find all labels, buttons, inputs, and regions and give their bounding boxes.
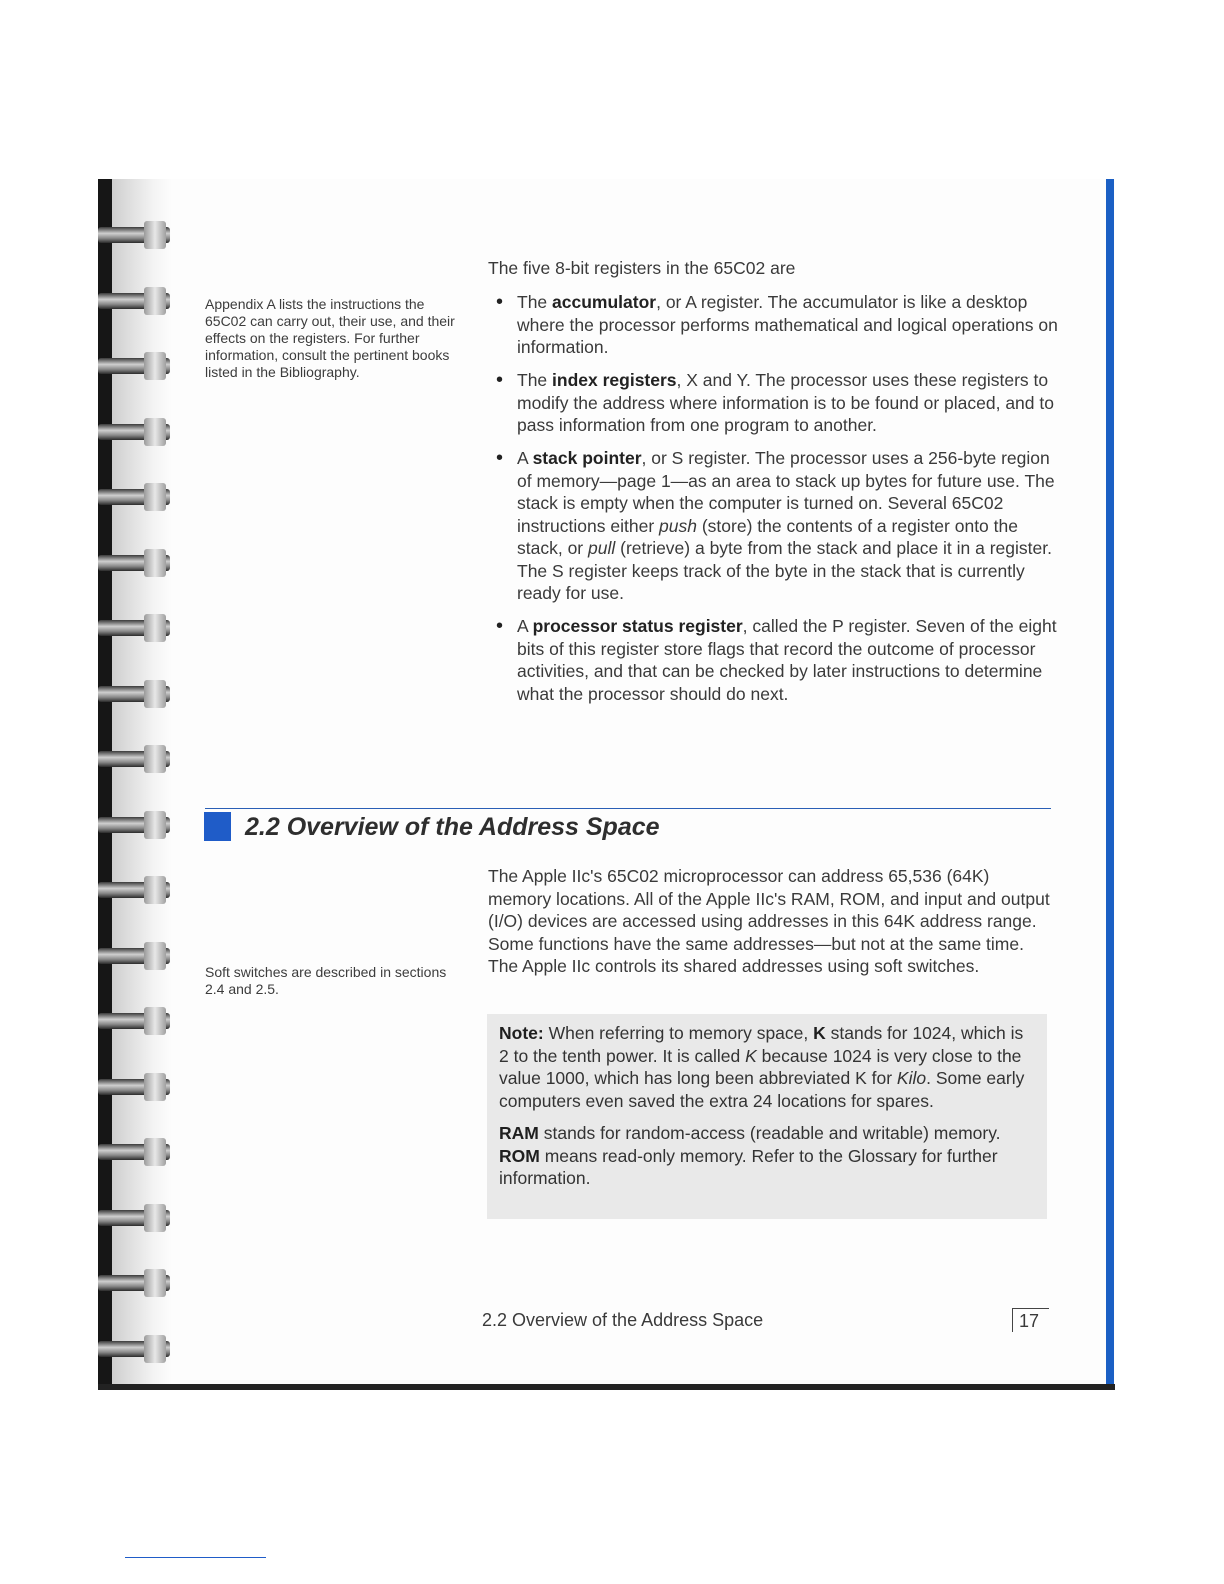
binding-ring <box>98 1079 170 1095</box>
binding-ring <box>98 555 170 571</box>
binding-ring <box>98 358 170 374</box>
binding-ring <box>98 1275 170 1291</box>
soft-switch-margin-note: Soft switches are described in sections 2.4 and 2.5. <box>205 964 447 997</box>
list-item: • A processor status register, called the P register. Seven of the eight bits of this register store flags that record the outcome of processor activities, and that can be checked by later instructions to determine what the processor should do next. <box>496 615 1061 705</box>
bottom-link-underline <box>125 1557 266 1558</box>
note-box <box>487 1014 1047 1219</box>
binding-ring <box>98 948 170 964</box>
ram-rom-paragraph: RAM stands for random-access (readable and writable) memory. ROM means read-only memory. Refer to the Glossary for further information. <box>499 1123 1001 1188</box>
binding-ring <box>98 489 170 505</box>
term-index-registers: index registers <box>552 370 677 390</box>
page-bottom-edge <box>98 1384 1115 1390</box>
address-space-paragraph: The Apple IIc's 65C02 microprocessor can address 65,536 (64K) memory locations. All of the Apple IIc's RAM, ROM, and input and output (I/O) devices are accessed using addresses in this 64K address range. Some functions have the same addresses—but not at the same time. The Apple IIc controls its shared addresses using soft switches. <box>488 866 1050 976</box>
section-heading: 2.2 Overview of the Address Space <box>245 813 660 841</box>
running-footer-title: 2.2 Overview of the Address Space <box>482 1310 764 1330</box>
binding-ring <box>98 817 170 833</box>
binding-ring <box>98 293 170 309</box>
binding-ring <box>98 1210 170 1226</box>
note-paragraph: Note: When referring to memory space, K stands for 1024, which is 2 to the tenth power. It is called K because 1024 is very close to the value 1000, which has long been abbreviated K for Kilo. Some early computers even saved the extra 24 locations for spares. <box>499 1023 1025 1111</box>
list-item: • The accumulator, or A register. The accumulator is like a desktop where the processor performs mathematical and logical operations on information. <box>496 291 1061 359</box>
binding-ring <box>98 686 170 702</box>
section-marker-square <box>204 812 231 841</box>
page-right-edge <box>1106 179 1114 1390</box>
list-item: • The index registers, X and Y. The processor uses these registers to modify the address where information is to be found or placed, and to pass information from one program to another. <box>496 369 1061 437</box>
term-processor-status-register: processor status register <box>532 616 743 636</box>
registers-intro: The five 8-bit registers in the 65C02 are <box>488 258 796 278</box>
page-number: 17 <box>1012 1308 1049 1332</box>
section-rule <box>205 808 1051 809</box>
binding-ring <box>98 882 170 898</box>
register-list <box>496 291 1061 716</box>
binding-ring <box>98 424 170 440</box>
registers-margin-note: Appendix A lists the instructions the 65C02 can carry out, their use, and their effects on the registers. For further information, consult the pertinent books listed in the Bibliography. <box>205 296 455 380</box>
binding-ring <box>98 620 170 636</box>
binding-ring <box>98 1013 170 1029</box>
binding-ring <box>98 1144 170 1160</box>
term-stack-pointer: stack pointer <box>532 448 642 468</box>
binding-ring <box>98 1341 170 1357</box>
list-item: • A stack pointer, or S register. The processor uses a 256-byte region of memory—page 1—as an area to stack up bytes for future use. The stack is empty when the computer is turned on. Several 65C02 instructions either push (store) the contents of a register onto the stack, or pull (retrieve) a byte from the stack and place it in a register. The S register keeps track of the byte in the stack that is currently ready for use. <box>496 447 1061 605</box>
binding-ring <box>98 751 170 767</box>
term-accumulator: accumulator <box>552 292 657 312</box>
binding-rings <box>98 179 178 1390</box>
binding-ring <box>98 227 170 243</box>
